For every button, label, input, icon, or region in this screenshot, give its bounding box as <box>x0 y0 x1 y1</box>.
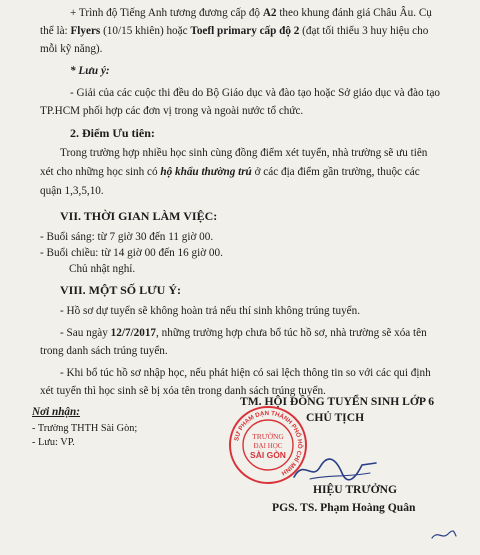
toefl-label: Toefl primary cấp độ 2 <box>190 25 300 37</box>
note-line-2: TP.HCM phối hợp các đơn vị trong và ngoài nước tổ chức. <box>40 105 304 117</box>
section-2-heading: 2. Điểm Ưu tiên: <box>70 126 155 140</box>
priority-line-3: quận 1,3,5,10. <box>40 185 104 197</box>
hours-afternoon: - Buổi chiều: từ 14 giờ 00 đến 16 giờ 00. <box>40 247 223 259</box>
chair-title: CHỦ TỊCH <box>306 411 365 424</box>
section-8-heading: VIII. MỘT SỐ LƯU Ý: <box>60 283 182 297</box>
note-mismatch-1: - Khi bổ túc hồ sơ nhập học, nếu phát hiện có sai lệch thông tin so với các qui định <box>60 367 431 379</box>
recipient-1: - Trường THTH Sài Gòn; <box>32 423 138 434</box>
requirement-line-1 <box>70 6 432 22</box>
stamp-ring-text: SƯ PHẠM DẠN THÀNH PHỐ HỒ CHÍ MINH <box>233 409 304 477</box>
priority-line-1: Trong trường hợp nhiều học sinh cùng đồng điểm xét tuyển, nhà trường sẽ ưu tiên <box>60 147 428 159</box>
stamp-center-3: SÀI GÒN <box>250 450 286 460</box>
note-label: * Lưu ý: <box>70 65 110 77</box>
note-deadline-1 <box>60 326 427 342</box>
note-deadline-2: trong danh sách trúng tuyển. <box>40 345 168 357</box>
text: theo khung đánh giá Châu Âu. Cụ <box>276 7 432 19</box>
requirement-line-3: mỗi kỹ năng). <box>40 43 103 55</box>
recipients-label: Nơi nhận: <box>32 406 80 418</box>
stamp-center-2: ĐẠI HỌC <box>253 442 283 450</box>
board-title: TM. HỘI ĐỒNG TUYỂN SINH LỚP 6 <box>240 395 435 408</box>
requirement-line-2 <box>40 24 428 40</box>
text: - Sau ngày <box>60 327 111 339</box>
text: + Trình độ Tiếng Anh tương đương cấp độ <box>70 7 263 19</box>
signature <box>290 455 380 485</box>
note-line-1: - Giải của các cuộc thi đều do Bộ Giáo dục và đào tạo hoặc Sở giáo dục và đào tạo <box>70 87 441 99</box>
household-registration: hộ khẩu thường trú <box>160 166 252 178</box>
section-7-heading: VII. THỜI GIAN LÀM VIỆC: <box>60 209 218 223</box>
signer-name: PGS. TS. Phạm Hoàng Quân <box>272 501 416 514</box>
hours-morning: - Buổi sáng: từ 7 giờ 30 đến 11 giờ 00. <box>40 231 214 243</box>
note-return: - Hồ sơ dự tuyển sẽ không hoàn trả nếu thí sinh không trúng tuyển. <box>60 305 361 317</box>
margin-mark <box>430 528 458 542</box>
note-mismatch-2: xét tuyển thì học sinh sẽ bị xóa tên trong danh sách trúng tuyển. <box>40 385 326 397</box>
text: ở các địa điểm gần trường, thuộc các <box>251 166 420 178</box>
text: (10/15 khiên) hoặc <box>100 25 191 37</box>
principal-title: HIỆU TRƯỞNG <box>313 483 398 496</box>
text: , những trường hợp chưa bổ túc hồ sơ, nhà trường sẽ xóa tên <box>156 327 427 339</box>
flyers-label: Flyers <box>70 25 101 37</box>
stamp-center-1: TRƯỜNG <box>252 432 284 441</box>
priority-line-2 <box>40 165 420 181</box>
recipient-2: - Lưu: VP. <box>32 437 75 448</box>
hours-sunday: Chủ nhật nghỉ. <box>69 263 136 275</box>
text: xét cho những học sinh có <box>40 166 161 178</box>
text: thể là: <box>40 25 71 37</box>
deadline-date: 12/7/2017 <box>110 327 157 339</box>
text: (đạt tối thiểu 3 huy hiệu cho <box>299 25 429 37</box>
level-a2: A2 <box>262 7 277 19</box>
